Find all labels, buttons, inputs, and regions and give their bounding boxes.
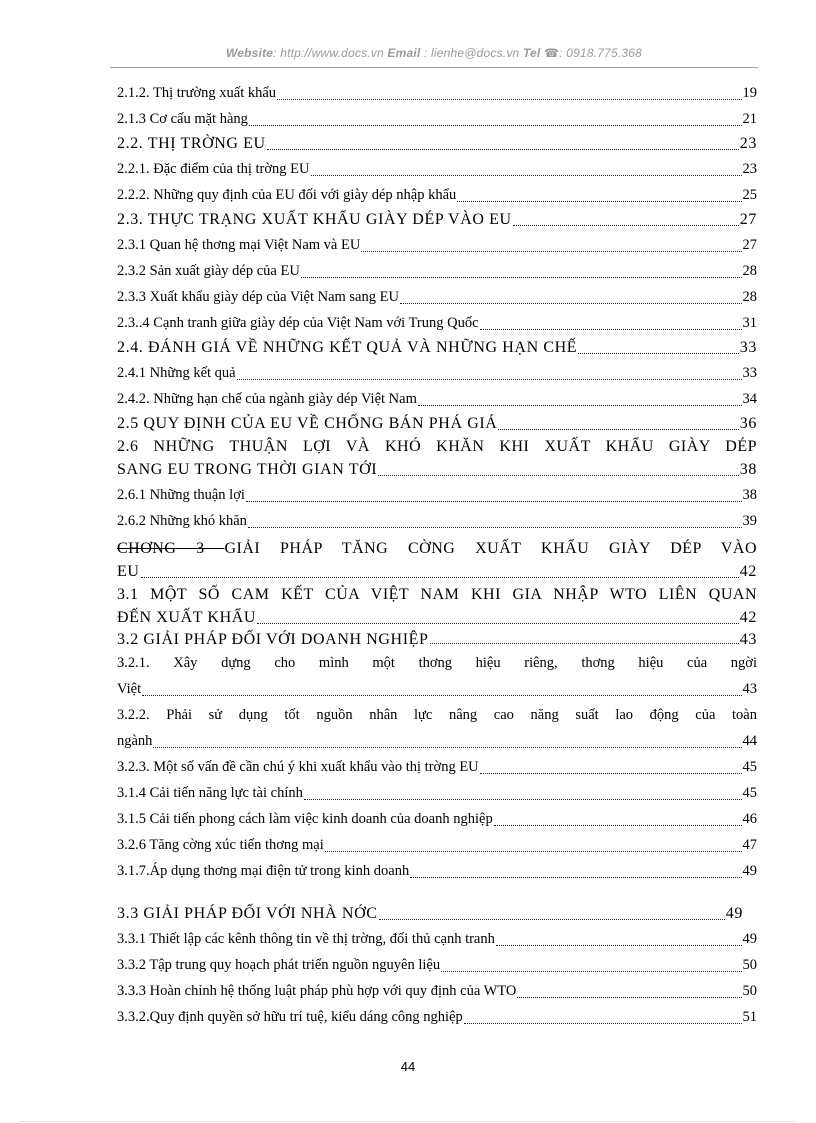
dot-leader [277, 99, 741, 100]
dot-leader [267, 149, 739, 150]
dot-leader [237, 379, 742, 380]
toc-entry-page: 23 [742, 161, 757, 177]
toc-section-heading[interactable] [117, 208, 757, 232]
toc-entry-page: 33 [742, 365, 757, 381]
toc-entry[interactable] [117, 780, 757, 806]
toc-section-heading[interactable] [117, 436, 757, 482]
dot-leader [142, 695, 741, 696]
tel-value: ☎: 0918.775.368 [540, 46, 643, 60]
toc-entry-title-line: ĐẾN XUẤT KHẨU [117, 609, 257, 626]
dot-leader [578, 353, 739, 354]
dot-leader [301, 277, 742, 278]
website-value[interactable]: : http://www.docs.vn [273, 46, 388, 60]
toc-section-heading[interactable] [117, 584, 757, 630]
toc-entry-title-line: Việt [117, 681, 142, 697]
toc-entry-title: 2.3.3 Xuất khẩu giày dép của Việt Nam sang EU [117, 289, 399, 305]
toc-entry-page: 27 [742, 237, 757, 253]
dot-leader [480, 773, 742, 774]
toc-entry-title: 3.3 GIẢI PHÁP ĐỐI VỚI NHÀ NỚC [117, 905, 378, 922]
toc-entry-page: 45 [742, 785, 757, 801]
dot-leader [410, 877, 741, 878]
toc-entry[interactable] [117, 258, 757, 284]
dot-leader [311, 175, 742, 176]
toc-entry-page: 45 [742, 759, 757, 775]
dot-leader [441, 971, 741, 972]
toc-section-heading[interactable] [117, 630, 757, 650]
toc-entry-page: 38 [742, 487, 757, 503]
toc-entry-title: 3.2.3. Một số vấn đề cần chú ý khi xuất khẩu vào thị trờng EU [117, 759, 479, 775]
toc-entry-page: 31 [742, 315, 757, 331]
toc-entry[interactable] [117, 508, 757, 534]
toc-entry-page: 38 [739, 461, 757, 478]
dot-leader [480, 329, 742, 330]
toc-entry[interactable] [117, 182, 757, 208]
dot-leader [304, 799, 742, 800]
toc-entry[interactable] [117, 978, 757, 1004]
dot-leader [153, 747, 741, 748]
dot-leader [246, 501, 742, 502]
toc-entry-page: 50 [742, 983, 757, 999]
header-divider [110, 67, 758, 68]
toc-entry-page: 50 [742, 957, 757, 973]
toc-entry-title: 3.2 GIẢI PHÁP ĐỐI VỚI DOANH NGHIỆP [117, 631, 429, 648]
toc-entry-page: 28 [742, 263, 757, 279]
dot-leader [249, 125, 742, 126]
toc-chapter-heading[interactable] [117, 538, 757, 584]
struck-chapter-label: CHƠNG 3 [117, 540, 225, 557]
dot-leader [464, 1023, 742, 1024]
dot-leader [248, 527, 742, 528]
dot-leader [378, 475, 739, 476]
toc-section-heading[interactable] [117, 902, 743, 926]
toc-entry[interactable] [117, 650, 757, 702]
dot-leader [141, 577, 739, 578]
toc-entry[interactable] [117, 754, 757, 780]
toc-entry-page: 42 [739, 563, 757, 580]
toc-entry[interactable] [117, 1004, 757, 1030]
toc-entry[interactable] [117, 832, 757, 858]
toc-entry[interactable] [117, 360, 757, 386]
toc-entry-page: 42 [739, 609, 757, 626]
toc-entry[interactable] [117, 310, 757, 336]
toc-section-heading[interactable] [117, 132, 757, 156]
toc-entry-page: 51 [742, 1009, 757, 1025]
toc-entry-title: 2.3.1 Quan hệ thơng mại Việt Nam và EU [117, 237, 361, 253]
toc-entry[interactable] [117, 80, 757, 106]
dot-leader [457, 201, 741, 202]
dot-leader [498, 429, 738, 430]
toc-entry-title-line: ngành [117, 733, 153, 749]
toc-entry-title: 3.1.7.Áp dụng thơng mại điện tử trong kinh doanh [117, 863, 410, 879]
toc-entry-page: 33 [739, 339, 757, 356]
dot-leader [325, 851, 742, 852]
dot-leader [257, 623, 739, 624]
page-number: 44 [400, 1059, 416, 1074]
toc-entry-title: 3.3.2.Quy định quyền sở hữu trí tuệ, kiểu dáng công nghiệp [117, 1009, 463, 1025]
toc-entry-title: 3.3.3 Hoàn chỉnh hệ thống luật pháp phù hợp với quy định của WTO [117, 983, 517, 999]
toc-entry-title-line: 3.1 MỘT SỐ CAM KẾT CỦA VIỆT NAM KHI GIA NHẬP WTO LIÊN QUAN [117, 586, 757, 603]
toc-entry-page: 36 [739, 415, 757, 432]
dot-leader [496, 945, 742, 946]
toc-entry-title: 3.2.6 Tăng cờng xúc tiến thơng mại [117, 837, 324, 853]
toc-entry[interactable] [117, 858, 757, 884]
toc-entry-title-line: 3.2.1. Xây dựng cho mình một thơng hiệu riêng, thơng hiệu của ngời [117, 655, 757, 671]
toc-entry-page: 34 [742, 391, 757, 407]
dot-leader [513, 225, 739, 226]
toc-entry-title: 2.3..4 Cạnh tranh giữa giày dép của Việt Nam với Trung Quốc [117, 315, 479, 331]
toc-entry-title: 2.5 QUY ĐỊNH CỦA EU VỀ CHỐNG BÁN PHÁ GIÁ [117, 415, 498, 432]
toc-entry-title: 2.3.2 Sản xuất giày dép của EU [117, 263, 300, 279]
toc-entry-page: 25 [742, 187, 757, 203]
toc-entry-page: 43 [742, 681, 757, 697]
toc-entry-page: 49 [742, 863, 757, 879]
website-label: Website [225, 46, 274, 60]
toc-entry-page: 27 [739, 211, 757, 228]
toc-entry-title-line [117, 538, 757, 560]
toc-entry-title: 3.3.2 Tập trung quy hoạch phát triển nguồn nguyên liệu [117, 957, 441, 973]
toc-entry-page: 47 [742, 837, 757, 853]
toc-entry-page: 19 [742, 85, 757, 101]
toc-entry-page: 23 [739, 135, 757, 152]
toc-entry[interactable] [117, 926, 757, 952]
toc-entry-title: 3.1.4 Cải tiến năng lực tài chính [117, 785, 303, 801]
toc-entry-title-line: 3.2.2. Phải sử dụng tốt nguồn nhân lực nâng cao năng suất lao động của toàn [117, 707, 757, 723]
toc-entry-title: 2.1.2. Thị trường xuất khẩu [117, 85, 277, 101]
toc-entry-title: 2.4.1 Những kết quả [117, 365, 236, 381]
spacer [117, 884, 757, 902]
toc-entry[interactable] [117, 806, 757, 832]
toc-entry-page: 44 [742, 733, 757, 749]
chapter-title: GIẢI PHÁP TĂNG CỜNG XUẤT KHẨU GIÀY DÉP VÀO [224, 540, 758, 557]
table-of-contents [117, 80, 757, 1030]
email-label: Email [387, 46, 421, 60]
toc-entry-title: 3.1.5 Cải tiến phong cách làm việc kinh doanh của doanh nghiệp [117, 811, 493, 827]
tel-label: Tel [522, 46, 541, 60]
toc-entry[interactable] [117, 156, 757, 182]
toc-entry-page: 46 [742, 811, 757, 827]
toc-entry-page: 28 [742, 289, 757, 305]
toc-entry[interactable] [117, 482, 757, 508]
toc-section-heading[interactable] [117, 412, 757, 436]
toc-entry-title: 2.6.2 Những khó khăn [117, 513, 247, 529]
toc-entry-title: 2.3. THỰC TRẠNG XUẤT KHẨU GIÀY DÉP VÀO EU [117, 211, 512, 228]
dot-leader [517, 997, 741, 998]
toc-entry-title-line: 2.6 NHỮNG THUẬN LỢI VÀ KHÓ KHĂN KHI XUẤT KHẨU GIÀY DÉP [117, 438, 757, 455]
toc-entry-title: 2.2.1. Đặc điểm của thị trờng EU [117, 161, 310, 177]
toc-entry-title: 2.1.3 Cơ cấu mặt hàng [117, 111, 248, 127]
toc-entry-title: 2.4. ĐÁNH GIÁ VỀ NHỮNG KẾT QUẢ VÀ NHỮNG HẠN CHẾ [117, 339, 578, 356]
footer-divider [20, 1121, 796, 1122]
toc-entry-title: 3.3.1 Thiết lập các kênh thông tin về thị trờng, đối thủ cạnh tranh [117, 931, 495, 947]
toc-entry-title: 2.4.2. Những hạn chế của ngành giày dép Việt Nam [117, 391, 417, 407]
toc-entry[interactable] [117, 106, 757, 132]
toc-entry-title-line: SANG EU TRONG THỜI GIAN TỚI [117, 461, 378, 478]
toc-entry[interactable] [117, 386, 757, 412]
dot-leader [494, 825, 742, 826]
dot-leader [361, 251, 741, 252]
toc-entry-page: 49 [725, 905, 743, 922]
toc-entry[interactable] [117, 232, 757, 258]
dot-leader [400, 303, 742, 304]
toc-entry[interactable] [117, 702, 757, 754]
page-header [110, 46, 758, 60]
toc-entry-title: 2.2.2. Những quy định của EU đối với giày dép nhập khẩu [117, 187, 457, 203]
toc-section-heading[interactable] [117, 336, 757, 360]
toc-entry-title: 2.2. THỊ TRỜNG EU [117, 135, 266, 152]
toc-entry[interactable] [117, 952, 757, 978]
toc-entry-title-line: EU [117, 563, 140, 580]
toc-entry-title: 2.6.1 Những thuận lợi [117, 487, 245, 503]
dot-leader [418, 405, 742, 406]
toc-entry-page: 39 [742, 513, 757, 529]
toc-entry-page: 49 [742, 931, 757, 947]
dot-leader [430, 643, 739, 644]
email-value[interactable]: : lienhe@docs.vn [420, 46, 523, 60]
toc-entry-page: 21 [742, 111, 757, 127]
toc-entry[interactable] [117, 284, 757, 310]
toc-entry-page: 43 [739, 631, 757, 648]
dot-leader [379, 919, 725, 920]
